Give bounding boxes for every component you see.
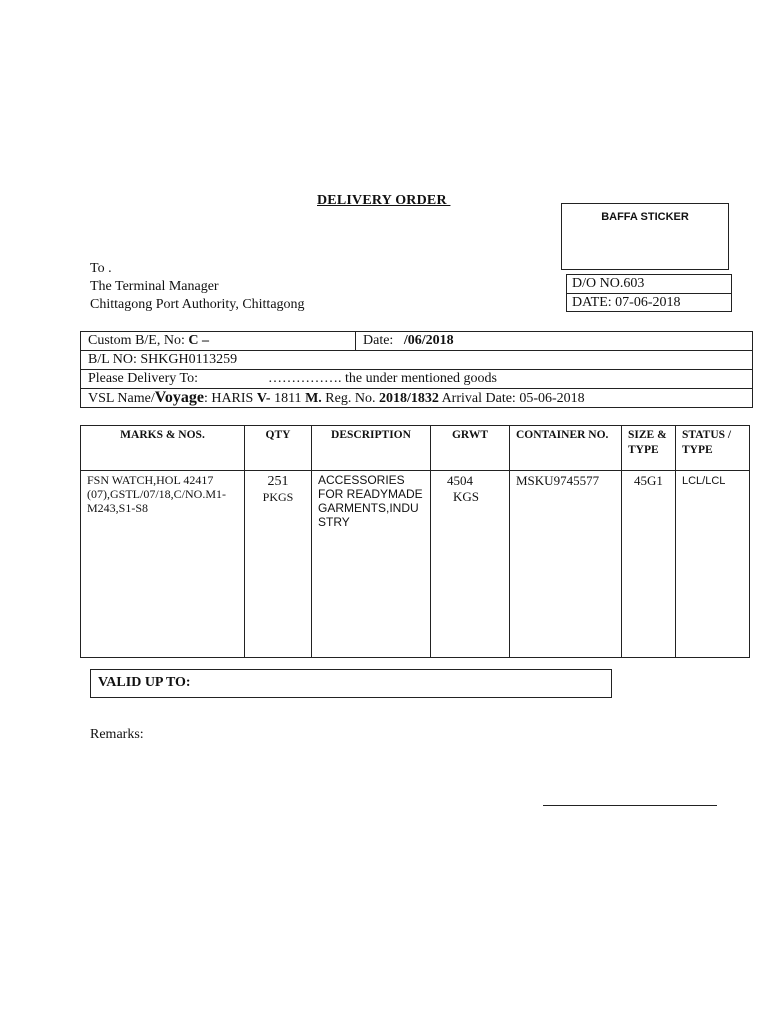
addressee-to: To . — [90, 261, 112, 276]
vsl-v: V- — [256, 391, 271, 406]
grwt-number: 4504 — [447, 473, 473, 488]
goods-header-row — [81, 426, 750, 471]
delivery-value: ……………. the under mentioned goods — [267, 371, 497, 386]
cell-size-type: 45G1 — [622, 471, 676, 658]
header-marks: MARKS & NOS. — [81, 426, 245, 471]
valid-up-to-box — [90, 669, 612, 698]
header-size-type: SIZE & TYPE — [622, 426, 676, 471]
qty-number: 251 — [267, 474, 289, 489]
reg-value: 2018/1832 — [378, 391, 439, 406]
vsl-name: : HARIS — [203, 391, 257, 406]
document-title: DELIVERY ORDER — [317, 193, 451, 208]
header-status: STATUS / TYPE — [676, 426, 750, 471]
cell-status: LCL/LCL — [676, 471, 750, 658]
vessel-row — [81, 388, 752, 407]
addressee-line1: The Terminal Manager — [90, 279, 219, 294]
custom-date-value: /06/2018 — [403, 333, 454, 348]
do-number: D/O NO.603 — [572, 276, 645, 291]
custom-date-cell — [356, 332, 454, 350]
delivery-label: Please Delivery To: — [88, 371, 198, 386]
cell-marks: FSN WATCH,HOL 42417 (07),GSTL/07/18,C/NO.M1-M243,S1-S8 — [81, 471, 245, 658]
reg-m: M. — [305, 391, 322, 406]
shipment-info-box — [80, 331, 753, 408]
baffa-sticker-label: BAFFA STICKER — [601, 211, 689, 223]
header-description: DESCRIPTION — [312, 426, 431, 471]
goods-table — [80, 425, 750, 658]
custom-be-cell — [81, 332, 356, 350]
valid-up-to-label: VALID UP TO: — [98, 675, 191, 690]
delivery-row — [81, 369, 752, 388]
arrival-date: Arrival Date: 05-06-2018 — [438, 391, 585, 406]
custom-be-value: C – — [188, 333, 209, 348]
header-qty: QTY — [245, 426, 312, 471]
baffa-sticker-box — [561, 203, 729, 270]
addressee-block — [90, 260, 305, 314]
cell-container: MSKU9745577 — [510, 471, 622, 658]
custom-be-row — [81, 332, 752, 350]
voyage-label: Voyage — [154, 389, 204, 406]
order-number-box — [566, 274, 732, 312]
custom-be-label: Custom B/E, No: — [88, 333, 189, 348]
signature-line — [543, 805, 717, 806]
remarks-label: Remarks: — [90, 727, 144, 742]
header-container: CONTAINER NO. — [510, 426, 622, 471]
vsl-label: VSL Name/ — [88, 391, 155, 406]
cell-description: ACCESSORIES FOR READYMADE GARMENTS,INDU STRY — [312, 471, 431, 658]
do-date: DATE: 07-06-2018 — [567, 293, 731, 312]
vsl-num: 1811 — [270, 391, 306, 406]
header-grwt: GRWT — [431, 426, 510, 471]
custom-date-label: Date: — [363, 333, 397, 348]
cell-grwt — [431, 471, 510, 658]
table-row — [81, 471, 750, 658]
qty-unit: PKGS — [262, 490, 294, 504]
addressee-line2: Chittagong Port Authority, Chittagong — [90, 297, 305, 312]
cell-qty — [245, 471, 312, 658]
reg-label: Reg. No. — [321, 391, 379, 406]
grwt-unit: KGS — [453, 489, 480, 504]
bl-number-row: B/L NO: SHKGH0113259 — [81, 350, 752, 369]
